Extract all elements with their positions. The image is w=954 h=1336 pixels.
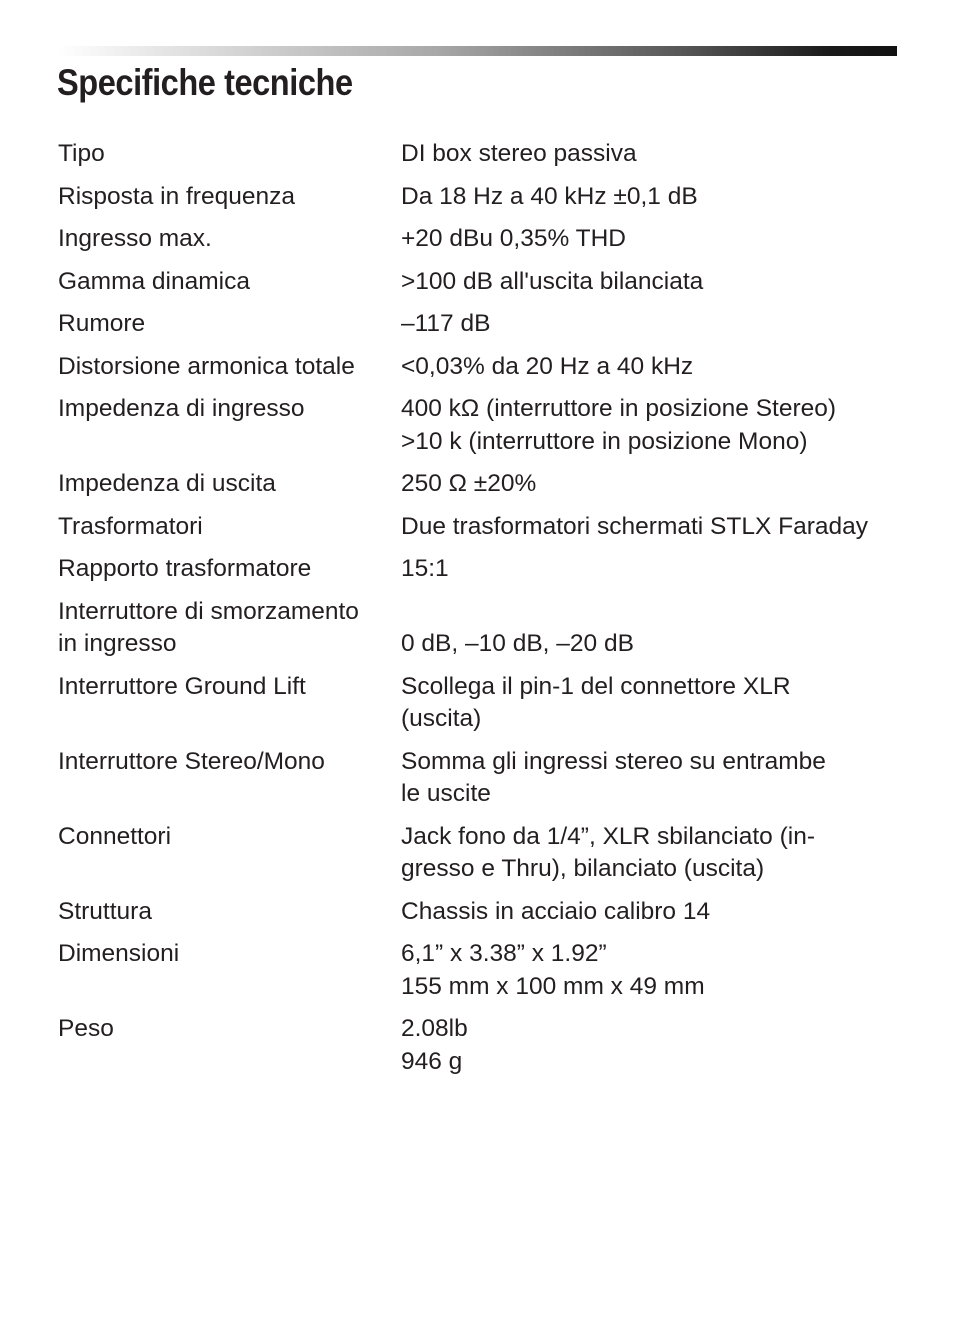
spec-label: Struttura (58, 897, 152, 925)
spec-value: Somma gli ingressi stereo su entrambe le uscite (401, 747, 826, 807)
spec-value: Da 18 Hz a 40 kHz ±0,1 dB (401, 182, 698, 210)
spec-label: Connettori (58, 822, 172, 850)
spec-label: Interruttore Ground Lift (58, 672, 306, 700)
spec-value: 400 kΩ (interruttore in posizione Stereo) >10 k (interruttore in posizione Mono) (401, 395, 837, 455)
spec-row-rumore (58, 308, 908, 341)
spec-value: >100 dB all'uscita bilanciata (401, 267, 704, 295)
spec-label: Interruttore Stereo/Mono (58, 747, 325, 775)
spec-row-peso (58, 1013, 908, 1078)
spec-label: Impedenza di uscita (58, 470, 276, 497)
spec-label: Dimensioni (58, 940, 180, 967)
spec-label: Gamma dinamica (58, 267, 250, 295)
spec-label: Rumore (58, 310, 146, 337)
spec-table (58, 138, 908, 1088)
spec-row-impedenza-uscita (58, 468, 908, 501)
spec-label: Tipo (58, 140, 105, 167)
spec-row-tipo (58, 138, 908, 171)
spec-label: Risposta in frequenza (58, 182, 295, 210)
spec-value: Jack fono da 1/4”, XLR sbilanciato (in- gresso e Thru), bilanciato (uscita) (401, 822, 815, 882)
spec-row-stereo-mono (58, 746, 908, 811)
spec-label: Interruttore di smorzamento in ingresso (58, 597, 359, 657)
header-gradient-rule (58, 46, 897, 56)
spec-value: +20 dBu 0,35% THD (401, 225, 626, 252)
spec-row-struttura (58, 896, 908, 929)
spec-value: DI box stereo passiva (401, 140, 637, 167)
spec-label: Impedenza di ingresso (58, 395, 305, 422)
spec-row-trasformatori (58, 511, 908, 544)
spec-row-connettori (58, 821, 908, 886)
spec-row-risposta (58, 181, 908, 214)
spec-row-distorsione (58, 351, 908, 384)
spec-row-rapporto (58, 553, 908, 586)
spec-row-impedenza-ingresso (58, 393, 908, 458)
spec-value: Scollega il pin-1 del connettore XLR (uscita) (401, 672, 791, 732)
spec-label: Trasformatori (58, 512, 203, 540)
spec-value: 250 Ω ±20% (401, 470, 537, 497)
spec-row-ground-lift (58, 671, 908, 736)
spec-label: Ingresso max. (58, 225, 212, 252)
spec-value: <0,03% da 20 Hz a 40 kHz (401, 352, 694, 380)
spec-row-smorzamento (58, 596, 908, 661)
spec-value: 0 dB, –10 dB, –20 dB (401, 630, 634, 657)
spec-label: Rapporto trasformatore (58, 555, 312, 582)
spec-value: 6,1” x 3.38” x 1.92” 155 mm x 100 mm x 49 mm (401, 940, 705, 1000)
spec-value: 2.08lb 946 g (401, 1015, 468, 1075)
spec-label: Distorsione armonica totale (58, 352, 355, 380)
spec-label: Peso (58, 1015, 114, 1042)
spec-value: Chassis in acciaio calibro 14 (401, 897, 711, 925)
spec-row-gamma-dinamica (58, 266, 908, 299)
spec-value: –117 dB (401, 310, 491, 337)
spec-row-dimensioni (58, 938, 908, 1003)
spec-value: Due trasformatori schermati STLX Faraday (401, 512, 869, 540)
page-title: Specifiche tecniche (57, 62, 353, 103)
spec-value: 15:1 (401, 555, 449, 582)
spec-row-ingresso-max (58, 223, 908, 256)
